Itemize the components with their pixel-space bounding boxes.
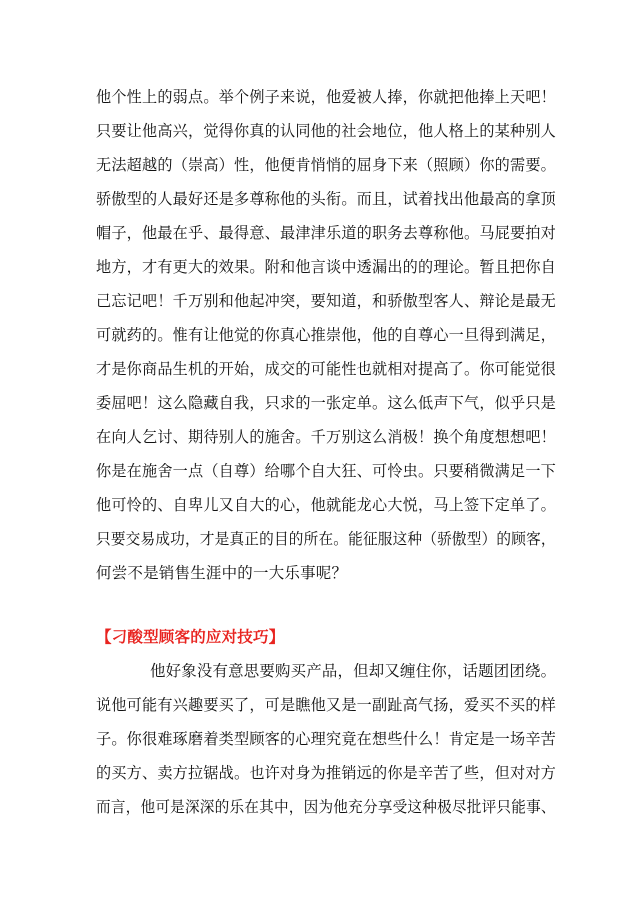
paragraph-line: 地方，才有更大的效果。附和他言谈中透漏出的的理论。暂且把你自 xyxy=(96,258,556,276)
paragraph-line: 骄傲型的人最好还是多尊称他的头衔。而且，试着找出他最高的拿顶 xyxy=(96,190,556,208)
paragraph-line: 只要让他高兴，觉得你真的认同他的社会地位，他人格上的某种别人 xyxy=(96,122,556,140)
paragraph-line: 己忘记吧！千万别和他起冲突，要知道，和骄傲型客人、辩论是最无 xyxy=(96,292,556,310)
paragraph-line: 可就药的。惟有让他觉的你真心推崇他，他的自尊心一旦得到满足， xyxy=(96,326,556,344)
paragraph-line: 他个性上的弱点。举个例子来说，他爱被人捧，你就把他捧上天吧！ xyxy=(96,88,556,106)
paragraph-line: 何尝不是销售生涯中的一大乐事呢？ xyxy=(96,564,348,582)
paragraph-line: 无法超越的（崇高）性，他便肯悄悄的屈身下来（照顾）你的需要。 xyxy=(96,156,556,174)
paragraph-line: 你是在施舍一点（自尊）给哪个自大狂、可怜虫。只要稍微满足一下 xyxy=(96,462,556,480)
paragraph-line: 他可怜的、自卑儿又自大的心，他就能龙心大悦，马上签下定单了。 xyxy=(96,496,556,514)
paragraph-line: 说他可能有兴趣要买了，可是瞧他又是一副趾高气扬，爱买不买的样 xyxy=(96,696,556,714)
paragraph-line: 子。你很难琢磨着类型顾客的心理究竟在想些什么！肯定是一场辛苦 xyxy=(96,730,556,748)
paragraph-line: 帽子，他最在乎、最得意、最津津乐道的职务去尊称他。马屁要拍对 xyxy=(96,224,556,242)
section-heading: 【刁酸型顾客的应对技巧】 xyxy=(96,628,285,646)
paragraph-line: 的买方、卖方拉锯战。也许对身为推销远的你是辛苦了些，但对对方 xyxy=(96,764,556,782)
paragraph-line: 他好象没有意思要购买产品，但却又缠住你，话题团团绕。 xyxy=(150,662,557,680)
paragraph-line: 才是你商品生机的开始，成交的可能性也就相对提高了。你可能觉很 xyxy=(96,360,556,378)
paragraph-line: 而言，他可是深深的乐在其中，因为他充分享受这种极尽批评只能事、 xyxy=(96,798,556,816)
paragraph-line: 只要交易成功，才是真正的目的所在。能征服这种（骄傲型）的顾客， xyxy=(96,530,556,548)
paragraph-line: 委屈吧！这么隐藏自我，只求的一张定单。这么低声下气，似乎只是 xyxy=(96,394,556,412)
paragraph-line: 在向人乞讨、期待别人的施舍。千万别这么消极！换个角度想想吧！ xyxy=(96,428,556,446)
